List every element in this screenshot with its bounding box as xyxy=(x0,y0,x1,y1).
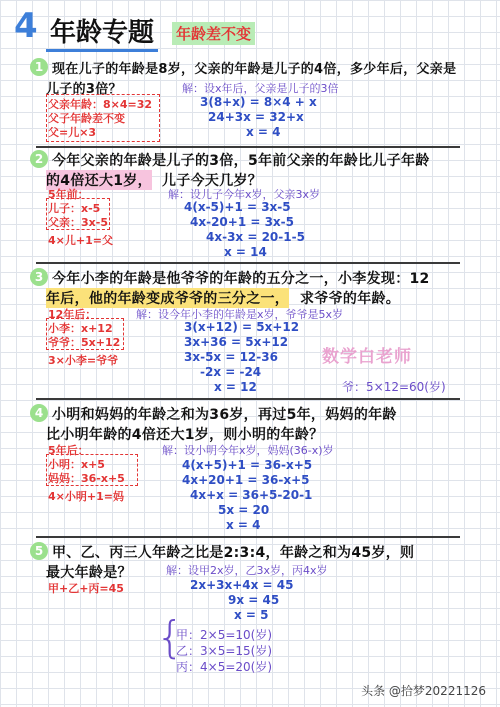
q3-line2b: 求爷爷的年龄。 xyxy=(300,291,401,307)
page-title: 年龄专题 xyxy=(46,12,158,52)
q5-solution-header: 解：设甲2x岁，乙3x岁，丙4x岁 xyxy=(166,564,328,577)
q2-solution-header: 解：设儿子今年x岁，父亲3x岁 xyxy=(168,188,321,201)
q2-step: x = 14 xyxy=(224,245,267,259)
q3-step: 3x+36 = 5x+12 xyxy=(184,335,289,349)
q4-note: 4×小明+1=妈 xyxy=(48,490,124,503)
divider-2 xyxy=(36,262,460,264)
q5-answer: 丙：4×5=20(岁) xyxy=(176,660,273,674)
q2-step: 4x-3x = 20-1-5 xyxy=(206,230,305,244)
question-badge-2: 2 xyxy=(30,150,48,168)
q4-line1: 小明和妈妈的年龄之和为36岁，再过5年，妈妈的年龄 xyxy=(52,407,397,423)
q1-solution-header: 解：设x年后，父亲是儿子的3倍 xyxy=(182,82,339,95)
q3-answer: 爷：5×12=60(岁) xyxy=(342,380,446,394)
q1-note: 父亲年龄：8×4=32 xyxy=(48,98,153,111)
q2-step: 4x-20+1 = 3x-5 xyxy=(190,215,295,229)
q3-note: 12年后： xyxy=(48,308,97,321)
q4-step: 4x+x = 36+5-20-1 xyxy=(190,488,313,502)
q3-step: -2x = -24 xyxy=(200,365,262,379)
q5-answer-brace: { xyxy=(156,612,184,663)
watermark: 数学白老师 xyxy=(322,347,412,367)
q5-answer: 甲：2×5=10(岁) xyxy=(176,628,273,642)
q1-step: 24+3x = 32+x xyxy=(208,110,304,124)
q4-step: x = 4 xyxy=(226,518,261,532)
q3-line2a: 年后，他的年龄变成爷爷的三分之一， xyxy=(46,288,289,308)
question-badge-5: 5 xyxy=(30,542,48,560)
q4-note: 5年后： xyxy=(48,444,89,457)
q2-line2a: 的4倍还大1岁， xyxy=(46,170,152,190)
q3-line1: 今年小李的年龄是他爷爷的年龄的五分之一，小李发现：12 xyxy=(52,271,430,287)
page-subtitle: 年龄差不变 xyxy=(172,22,255,45)
q5-line1: 甲、乙、丙三人年龄之比是2:3:4，年龄之和为45岁，则 xyxy=(52,545,415,561)
q3-solution-header: 解：设今年小李的年龄是x岁，爷爷是5x岁 xyxy=(136,308,344,321)
question-badge-1: 1 xyxy=(30,58,48,76)
q1-line2: 儿子的3倍？ xyxy=(46,82,122,97)
q3-step: 3(x+12) = 5x+12 xyxy=(184,320,300,334)
q4-solution-header: 解：设小明今年x岁，妈妈(36-x)岁 xyxy=(162,444,334,457)
q1-line1: 现在儿子的年龄是8岁，父亲的年龄是儿子的4倍，多少年后，父亲是 xyxy=(52,62,457,77)
divider-4 xyxy=(36,536,460,538)
q4-line2: 比小明年龄的4倍还大1岁，则小明的年龄？ xyxy=(46,427,324,443)
q4-step: 4x+20+1 = 36-x+5 xyxy=(182,473,310,487)
q2-line2b: 儿子今天几岁？ xyxy=(162,173,263,189)
q5-step: 9x = 45 xyxy=(228,593,280,607)
q2-step: 4(x-5)+1 = 3x-5 xyxy=(184,200,291,214)
q1-note: 父子年龄差不变 xyxy=(48,112,125,125)
q2-line1: 今年父亲的年龄是儿子的3倍，5年前父亲的年龄比儿子年龄 xyxy=(52,153,430,169)
q5-step: 2x+3x+4x = 45 xyxy=(190,578,294,592)
q3-step: 3x-5x = 12-36 xyxy=(184,350,278,364)
question-badge-4: 4 xyxy=(30,404,48,422)
header-number: 4 xyxy=(14,6,38,46)
question-badge-3: 3 xyxy=(30,268,48,286)
q2-note: 5年前： xyxy=(48,188,89,201)
q2-note: 4×儿+1=父 xyxy=(48,234,113,247)
q4-step: 4(x+5)+1 = 36-x+5 xyxy=(182,458,313,472)
divider-3 xyxy=(36,398,460,400)
footer-credit: 头条 @拾梦20221126 xyxy=(361,684,486,698)
q4-note: 妈妈：36-x+5 xyxy=(48,472,125,485)
q3-note: 爷爷：5x+12 xyxy=(48,336,121,349)
q5-answer: 乙：3×5=15(岁) xyxy=(176,644,273,658)
q5-line2: 最大年龄是？ xyxy=(46,565,132,581)
q1-step: 3(8+x) = 8×4 + x xyxy=(200,95,317,109)
q4-note: 小明：x+5 xyxy=(48,458,105,471)
q2-note: 父亲：3x-5 xyxy=(48,216,108,229)
q5-step: x = 5 xyxy=(234,608,269,622)
q3-note: 小李：x+12 xyxy=(48,322,113,335)
q1-note: 父=儿×3 xyxy=(48,126,97,139)
divider-1 xyxy=(36,146,460,148)
q3-step: x = 12 xyxy=(214,380,257,394)
q5-note: 甲+乙+丙=45 xyxy=(48,582,124,595)
q2-note: 儿子：x-5 xyxy=(48,202,101,215)
q1-step: x = 4 xyxy=(246,125,281,139)
q3-note: 3×小李=爷爷 xyxy=(48,354,119,367)
q4-step: 5x = 20 xyxy=(218,503,270,517)
